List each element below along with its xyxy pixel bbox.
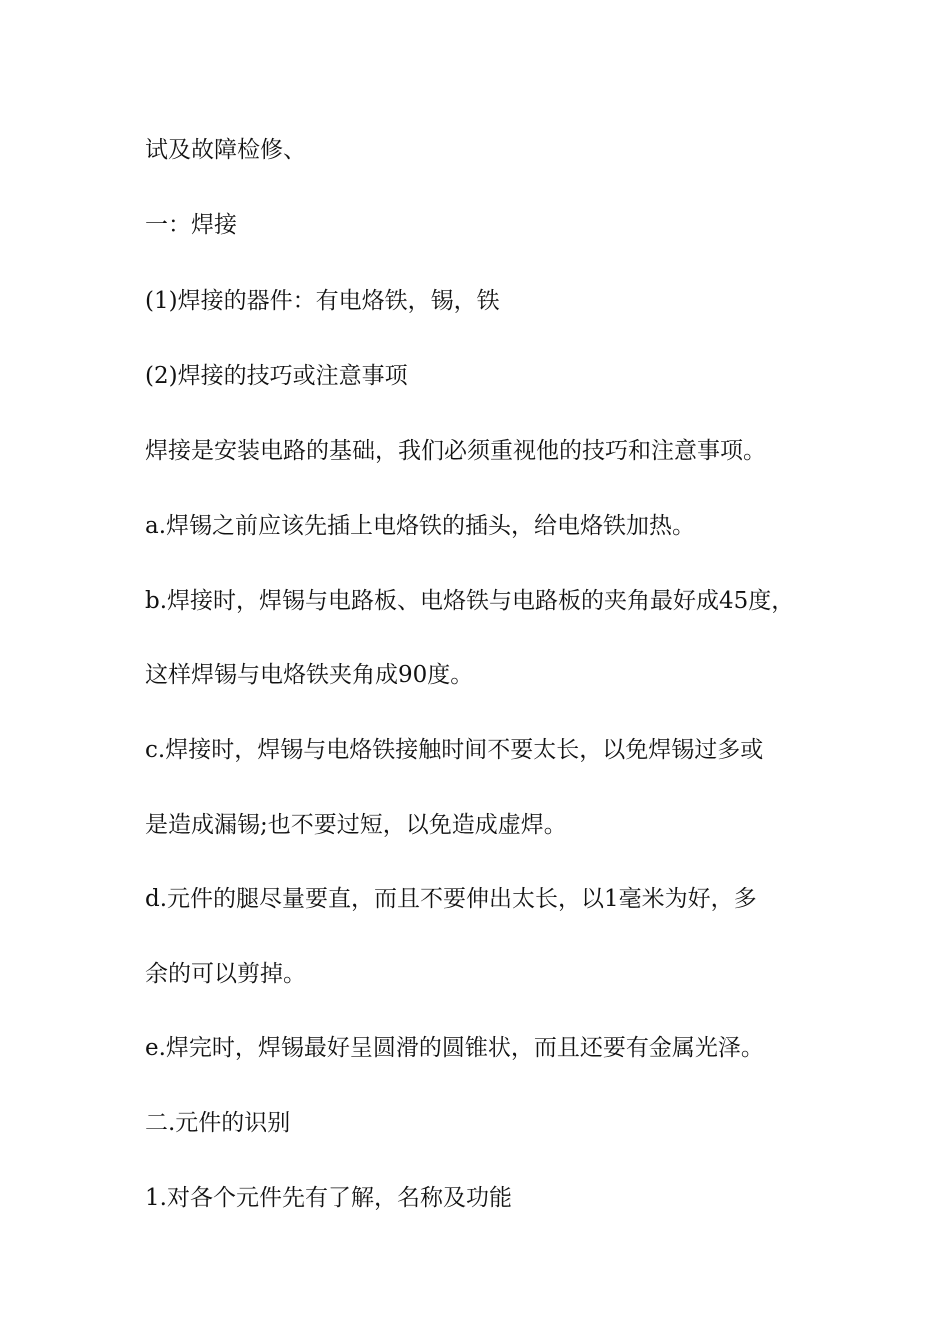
- paragraph-intro: 焊接是安装电路的基础，我们必须重视他的技巧和注意事项。: [145, 438, 766, 464]
- section-heading-components: 二.元件的识别: [145, 1110, 291, 1136]
- subheading-welding-tips: (2)焊接的技巧或注意事项: [145, 363, 408, 389]
- list-item-d: d.元件的腿尽量要直，而且不要伸出太长，以1毫米为好，多: [145, 886, 757, 912]
- list-item-a: a.焊锡之前应该先插上电烙铁的插头，给电烙铁加热。: [145, 513, 696, 539]
- list-item-b: b.焊接时，焊锡与电路板、电烙铁与电路板的夹角最好成45度，: [145, 588, 795, 614]
- list-item-d-continued: 余的可以剪掉。: [145, 961, 306, 987]
- list-item-c-continued: 是造成漏锡;也不要过短，以免造成虚焊。: [145, 812, 567, 838]
- subheading-welding-tools: (1)焊接的器件：有电烙铁，锡，铁: [145, 288, 500, 314]
- subheading-component-knowledge: 1.对各个元件先有了解，名称及功能: [145, 1185, 512, 1211]
- text-line-continuation: 试及故障检修、: [145, 137, 306, 163]
- section-heading-welding: 一：焊接: [145, 212, 237, 238]
- list-item-c: c.焊接时，焊锡与电烙铁接触时间不要太长，以免焊锡过多或: [145, 737, 764, 763]
- list-item-e: e.焊完时，焊锡最好呈圆滑的圆锥状，而且还要有金属光泽。: [145, 1035, 764, 1061]
- list-item-b-continued: 这样焊锡与电烙铁夹角成90度。: [145, 662, 474, 688]
